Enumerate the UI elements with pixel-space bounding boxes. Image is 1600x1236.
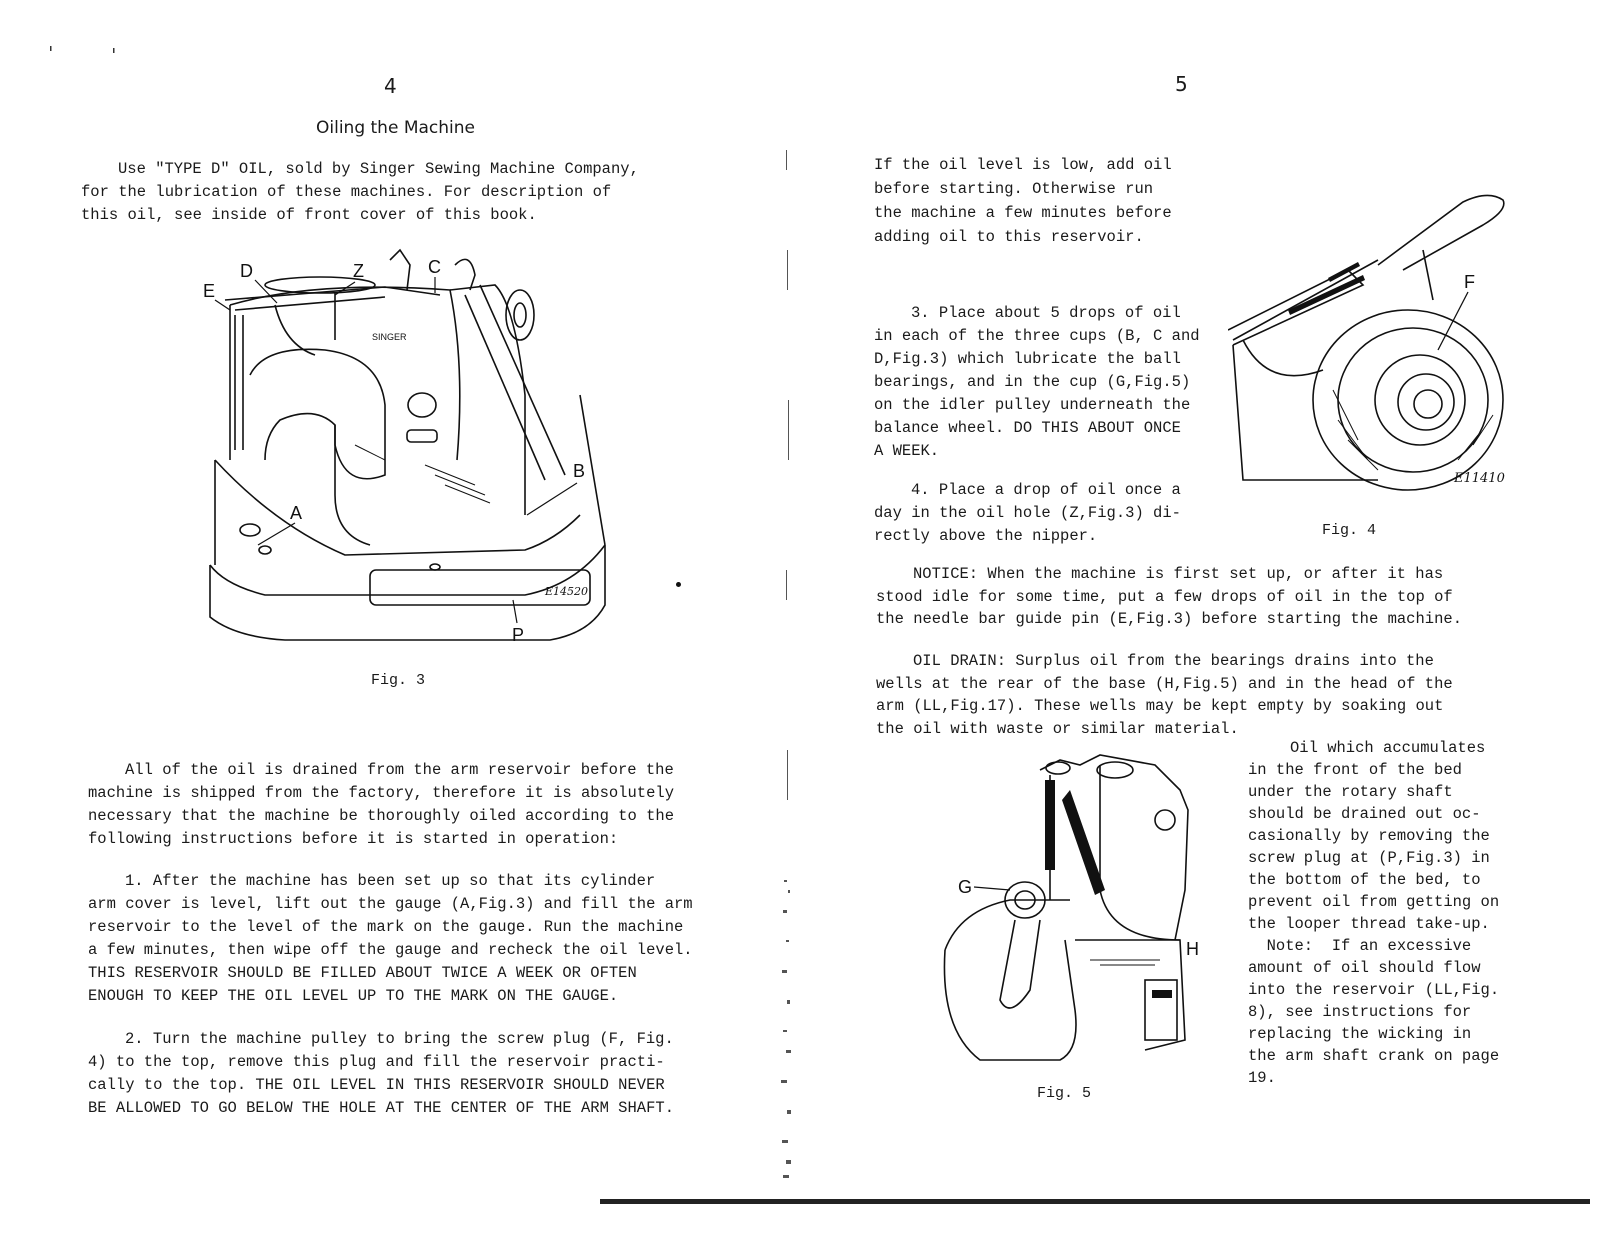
label-c: C [428,257,441,277]
step-3 [874,302,1200,463]
text-line: casionally by removing the [1248,827,1490,845]
text-line: on the idler pulley underneath the [874,396,1191,414]
oil-drain-paragraph [876,650,1453,740]
text-line: 1. After the machine has been set up so that its cylinder [125,872,656,890]
figure-5-base [940,750,1240,1080]
text-line: All of the oil is drained from the arm reservoir before the [125,761,674,779]
text-line: amount of oil should flow [1248,959,1481,977]
label-h: H [1186,939,1199,959]
text-line: adding oil to this reservoir. [874,228,1144,246]
label-b: B [573,461,586,481]
text-line: the looper thread take-up. [1248,915,1490,933]
text-line: the machine a few minutes before [874,204,1172,222]
figure-3-caption: Fig. 3 [371,672,426,689]
figure-5-caption: Fig. 5 [1037,1085,1092,1102]
text-line: arm (LL,Fig.17). These wells may be kept empty by soaking out [876,697,1444,715]
figure-code: E14520 [545,585,589,598]
label-g: G [958,877,973,897]
text-line: Oil which accumulates [1290,739,1486,757]
text-line: replacing the wicking in [1248,1025,1472,1043]
text-line: 8), see instructions for [1248,1003,1472,1021]
text-line: ENOUGH TO KEEP THE OIL LEVEL UP TO THE MARK ON THE GAUGE. [88,987,619,1005]
text-line: day in the oil hole (Z,Fig.3) di- [874,504,1181,522]
scan-bottom-edge [600,1199,1590,1204]
text-line: prevent oil from getting on [1248,893,1500,911]
scan-specks [45,40,125,60]
text-line: a few minutes, then wipe off the gauge and recheck the oil level. [88,941,693,959]
text-line: the needle bar guide pin (E,Fig.3) before starting the machine. [876,610,1462,628]
text-line: bearings, and in the cup (G,Fig.5) [874,373,1191,391]
text-line: the bottom of the bed, to [1248,871,1481,889]
text-line: THIS RESERVOIR SHOULD BE FILLED ABOUT TWICE A WEEK OR OFTEN [88,964,637,982]
page-title: Oiling the Machine [316,118,475,138]
label-e: E [203,281,216,301]
intro-paragraph [81,158,639,227]
text-line: arm cover is level, lift out the gauge (A,Fig.3) and fill the arm [88,895,693,913]
text-line: BE ALLOWED TO GO BELOW THE HOLE AT THE CENTER OF THE ARM SHAFT. [88,1099,674,1117]
text-line: screw plug at (P,Fig.3) in [1248,849,1490,867]
label-a: A [290,503,303,523]
brand-name: SINGER [372,332,407,342]
label-z: Z [353,261,364,281]
text-line: machine is shipped from the factory, therefore it is absolutely [88,784,674,802]
text-line: reservoir to the level of the mark on the gauge. Run the machine [88,918,684,936]
figure-3-sewing-machine [195,245,625,655]
text-line: necessary that the machine be thoroughly oiled according to the [88,807,674,825]
text-line: the arm shaft crank on page [1248,1047,1500,1065]
text-line: should be drained out oc- [1248,805,1481,823]
text-line: stood idle for some time, put a few drops of oil in the top of [876,587,1453,606]
label-p: P [512,625,525,645]
text-line: in each of the three cups (B, C and [874,327,1200,345]
figure-4-caption: Fig. 4 [1322,522,1377,539]
text-line: Note: If an excessive [1248,937,1472,955]
text-line: cally to the top. THE OIL LEVEL IN THIS RESERVOIR SHOULD NEVER [88,1076,665,1094]
text-line: the oil with waste or similar material. [876,719,1239,738]
text-line: into the reservoir (LL,Fig. [1248,981,1500,999]
scan-dot [676,582,681,587]
text-line: OIL DRAIN: Surplus oil from the bearings drains into the [913,652,1434,670]
label-d: D [240,261,253,281]
side-paragraph [1248,737,1499,1089]
left-page-number: 4 [384,74,397,98]
text-line: for the lubrication of these machines. For description of [81,183,612,201]
text-line: NOTICE: When the machine is first set up, or after it has [913,565,1444,583]
text-line: balance wheel. DO THIS ABOUT ONCE [874,419,1181,437]
text-line: this oil, see inside of front cover of this book. [81,206,537,224]
drained-paragraph [88,759,674,851]
text-line: If the oil level is low, add oil [874,156,1172,174]
text-line: 4. Place a drop of oil once a [911,481,1181,499]
text-line: D,Fig.3) which lubricate the ball [874,350,1181,368]
text-line: Use "TYPE D" OIL, sold by Singer Sewing Machine Company, [118,160,639,178]
text-line: in the front of the bed [1248,761,1462,779]
text-line: 3. Place about 5 drops of oil [911,304,1181,322]
text-line: wells at the rear of the base (H,Fig.5) and in the head of the [876,674,1453,693]
step-4 [874,479,1181,548]
figure-code: E11410 [1454,471,1505,486]
step-2 [88,1028,674,1120]
text-line: rectly above the nipper. [874,527,1098,545]
notice-paragraph [876,563,1462,631]
figure-4-pulley [1228,190,1528,500]
page-gutter [778,150,798,1190]
text-line: before starting. Otherwise run [874,180,1154,198]
text-line: A WEEK. [874,442,940,460]
text-line: 4) to the top, remove this plug and fill the reservoir practi- [88,1053,665,1071]
step-1 [88,870,693,1008]
right-page-number: 5 [1175,72,1188,96]
top-paragraph [874,153,1172,249]
text-line: under the rotary shaft [1248,783,1453,801]
text-line: 19. [1248,1069,1276,1087]
text-line: following instructions before it is started in operation: [88,830,619,848]
label-f: F [1464,272,1475,292]
text-line: 2. Turn the machine pulley to bring the screw plug (F, Fig. [125,1030,674,1048]
